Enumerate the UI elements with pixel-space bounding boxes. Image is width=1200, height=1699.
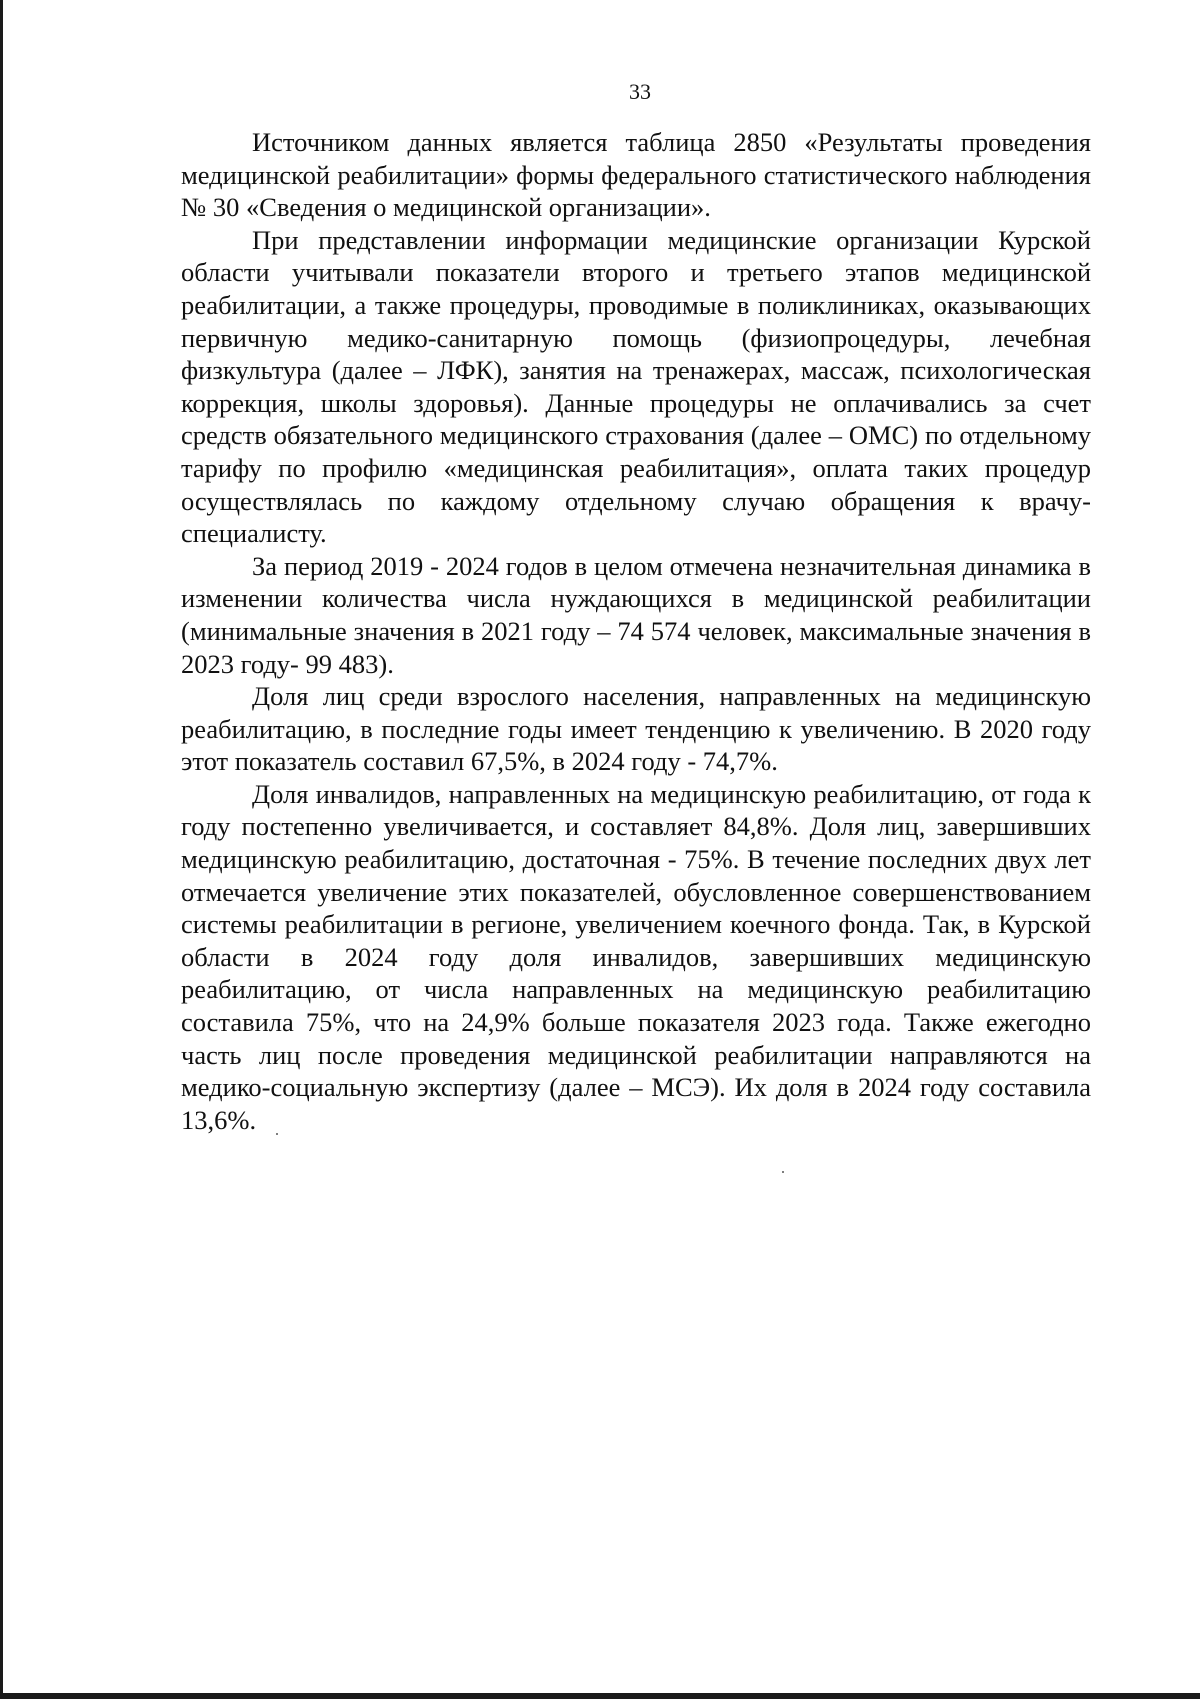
paragraph-period-dynamics: За период 2019 - 2024 годов в целом отмечена незначительная динамика в изменении количества числа нуждающихся в медицинской реабилитации (минимальные значения в 2021 году – 74 574 человек, максимальные значения в 2023 году- 99 483). [181, 550, 1091, 679]
paragraph-adult-share: Доля лиц среди взрослого населения, направленных на медицинскую реабилитацию, в последние годы имеет тенденцию к увеличению. В 2020 году этот показатель составил 67,5%, в 2024 году - 74,7%. [181, 681, 1091, 777]
paragraph-disabled-share: Доля инвалидов, направленных на медицинскую реабилитацию, от года к году постепенно увеличивается, и составляет 84,8%. Доля лиц, завершивших медицинскую реабилитацию, достаточная - 75%. В течение последних двух лет отмечается увеличение этих показателей, обусловленное совершенствованием системы реабилитации в регионе, увеличением коечного фонда. Так, в Курской области в 2024 году доля инвалидов, завершивших медицинскую реабилитацию, от числа направленных на медицинскую реабилитацию составила 75%, что на 24,9% больше показателя 2023 года. Также ежегодно часть лиц после проведения медицинской реабилитации направляются на медико-социальную экспертизу (далее – МСЭ). Их доля в 2024 году составила 13,6%. [181, 778, 1091, 1135]
paragraph-organizations-info: При представлении информации медицинские организации Курской области учитывали показатели второго и третьего этапов медицинской реабилитации, а также процедуры, проводимые в поликлиниках, оказывающих первичную медико-санитарную помощь (физиопроцедуры, лечебная физкультура (далее – ЛФК), занятия на тренажерах, массаж, психологическая коррекция, школы здоровья). Данные процедуры не оплачивались за счет средств обязательного медицинского страхования (далее – ОМС) по отдельному тарифу по профилю «медицинская реабилитация», оплата таких процедур осуществлялась по каждому отдельному случаю обращения к врачу-специалисту. [181, 224, 1091, 549]
scan-speck [276, 1133, 278, 1135]
scan-edge-bottom [0, 1693, 1200, 1699]
document-page [181, 72, 1091, 1136]
page-number: 33 [629, 79, 651, 104]
scan-speck [782, 1171, 784, 1173]
scan-edge-left [0, 0, 3, 1699]
paragraph-data-source: Источником данных является таблица 2850 «Результаты проведения медицинской реабилитации» формы федерального статистического наблюдения № 30 «Сведения о медицинской организации». [181, 127, 1091, 223]
